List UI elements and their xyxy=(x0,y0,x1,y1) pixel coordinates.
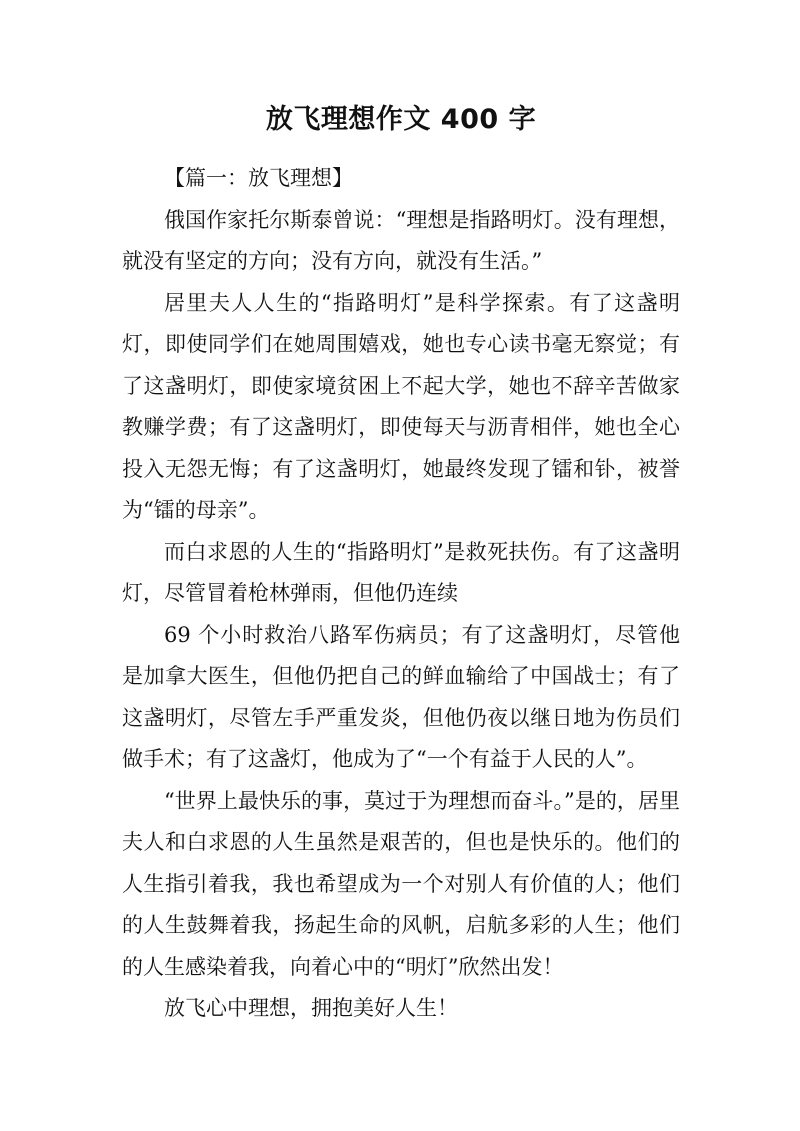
paragraph-6: 放飞心中理想，拥抱美好人生！ xyxy=(164,996,458,1020)
section-heading: 【篇一：放飞理想】 xyxy=(164,166,353,190)
paragraph-1: 俄国作家托尔斯泰曾说：“理想是指路明灯。没有理想，就没有坚定的方向；没有方向，就没有生活。” xyxy=(122,207,680,273)
paragraph-2: 居里夫人人生的“指路明灯”是科学探索。有了这盏明灯，即使同学们在她周围嬉戏，她也专心读书毫无察觉；有了这盏明灯，即使家境贫困上不起大学，她也不辞辛苦做家教赚学费；有了这盏明灯，即使每天与沥青相伴，她也全心投入无怨无悔；有了这盏明灯，她最终发现了镭和钋，被誉为“镭的母亲”。 xyxy=(122,290,680,522)
paragraph-3: 而白求恩的人生的“指路明灯”是救死扶伤。有了这盏明灯，尽管冒着枪林弹雨，但他仍连续 xyxy=(122,539,680,605)
document-body xyxy=(122,158,680,1030)
paragraph-4: 69 个小时救治八路军伤病员；有了这盏明灯，尽管他是加拿大医生，但他仍把自己的鲜血输给了中国战士；有了这盏明灯，尽管左手严重发炎，但他仍夜以继日地为伤员们做手术；有了这盏灯，他成为了“一个有益于人民的人”。 xyxy=(122,622,680,771)
document-title: 放飞理想作文 400 字 xyxy=(265,104,537,135)
paragraph-5: “世界上最快乐的事，莫过于为理想而奋斗。”是的，居里夫人和白求恩的人生虽然是艰苦的，但也是快乐的。他们的人生指引着我，我也希望成为一个对别人有价值的人；他们的人生鼓舞着我，扬起生命的风帆，启航多彩的人生；他们的人生感染着我，向着心中的“明灯”欣然出发！ xyxy=(122,788,680,979)
